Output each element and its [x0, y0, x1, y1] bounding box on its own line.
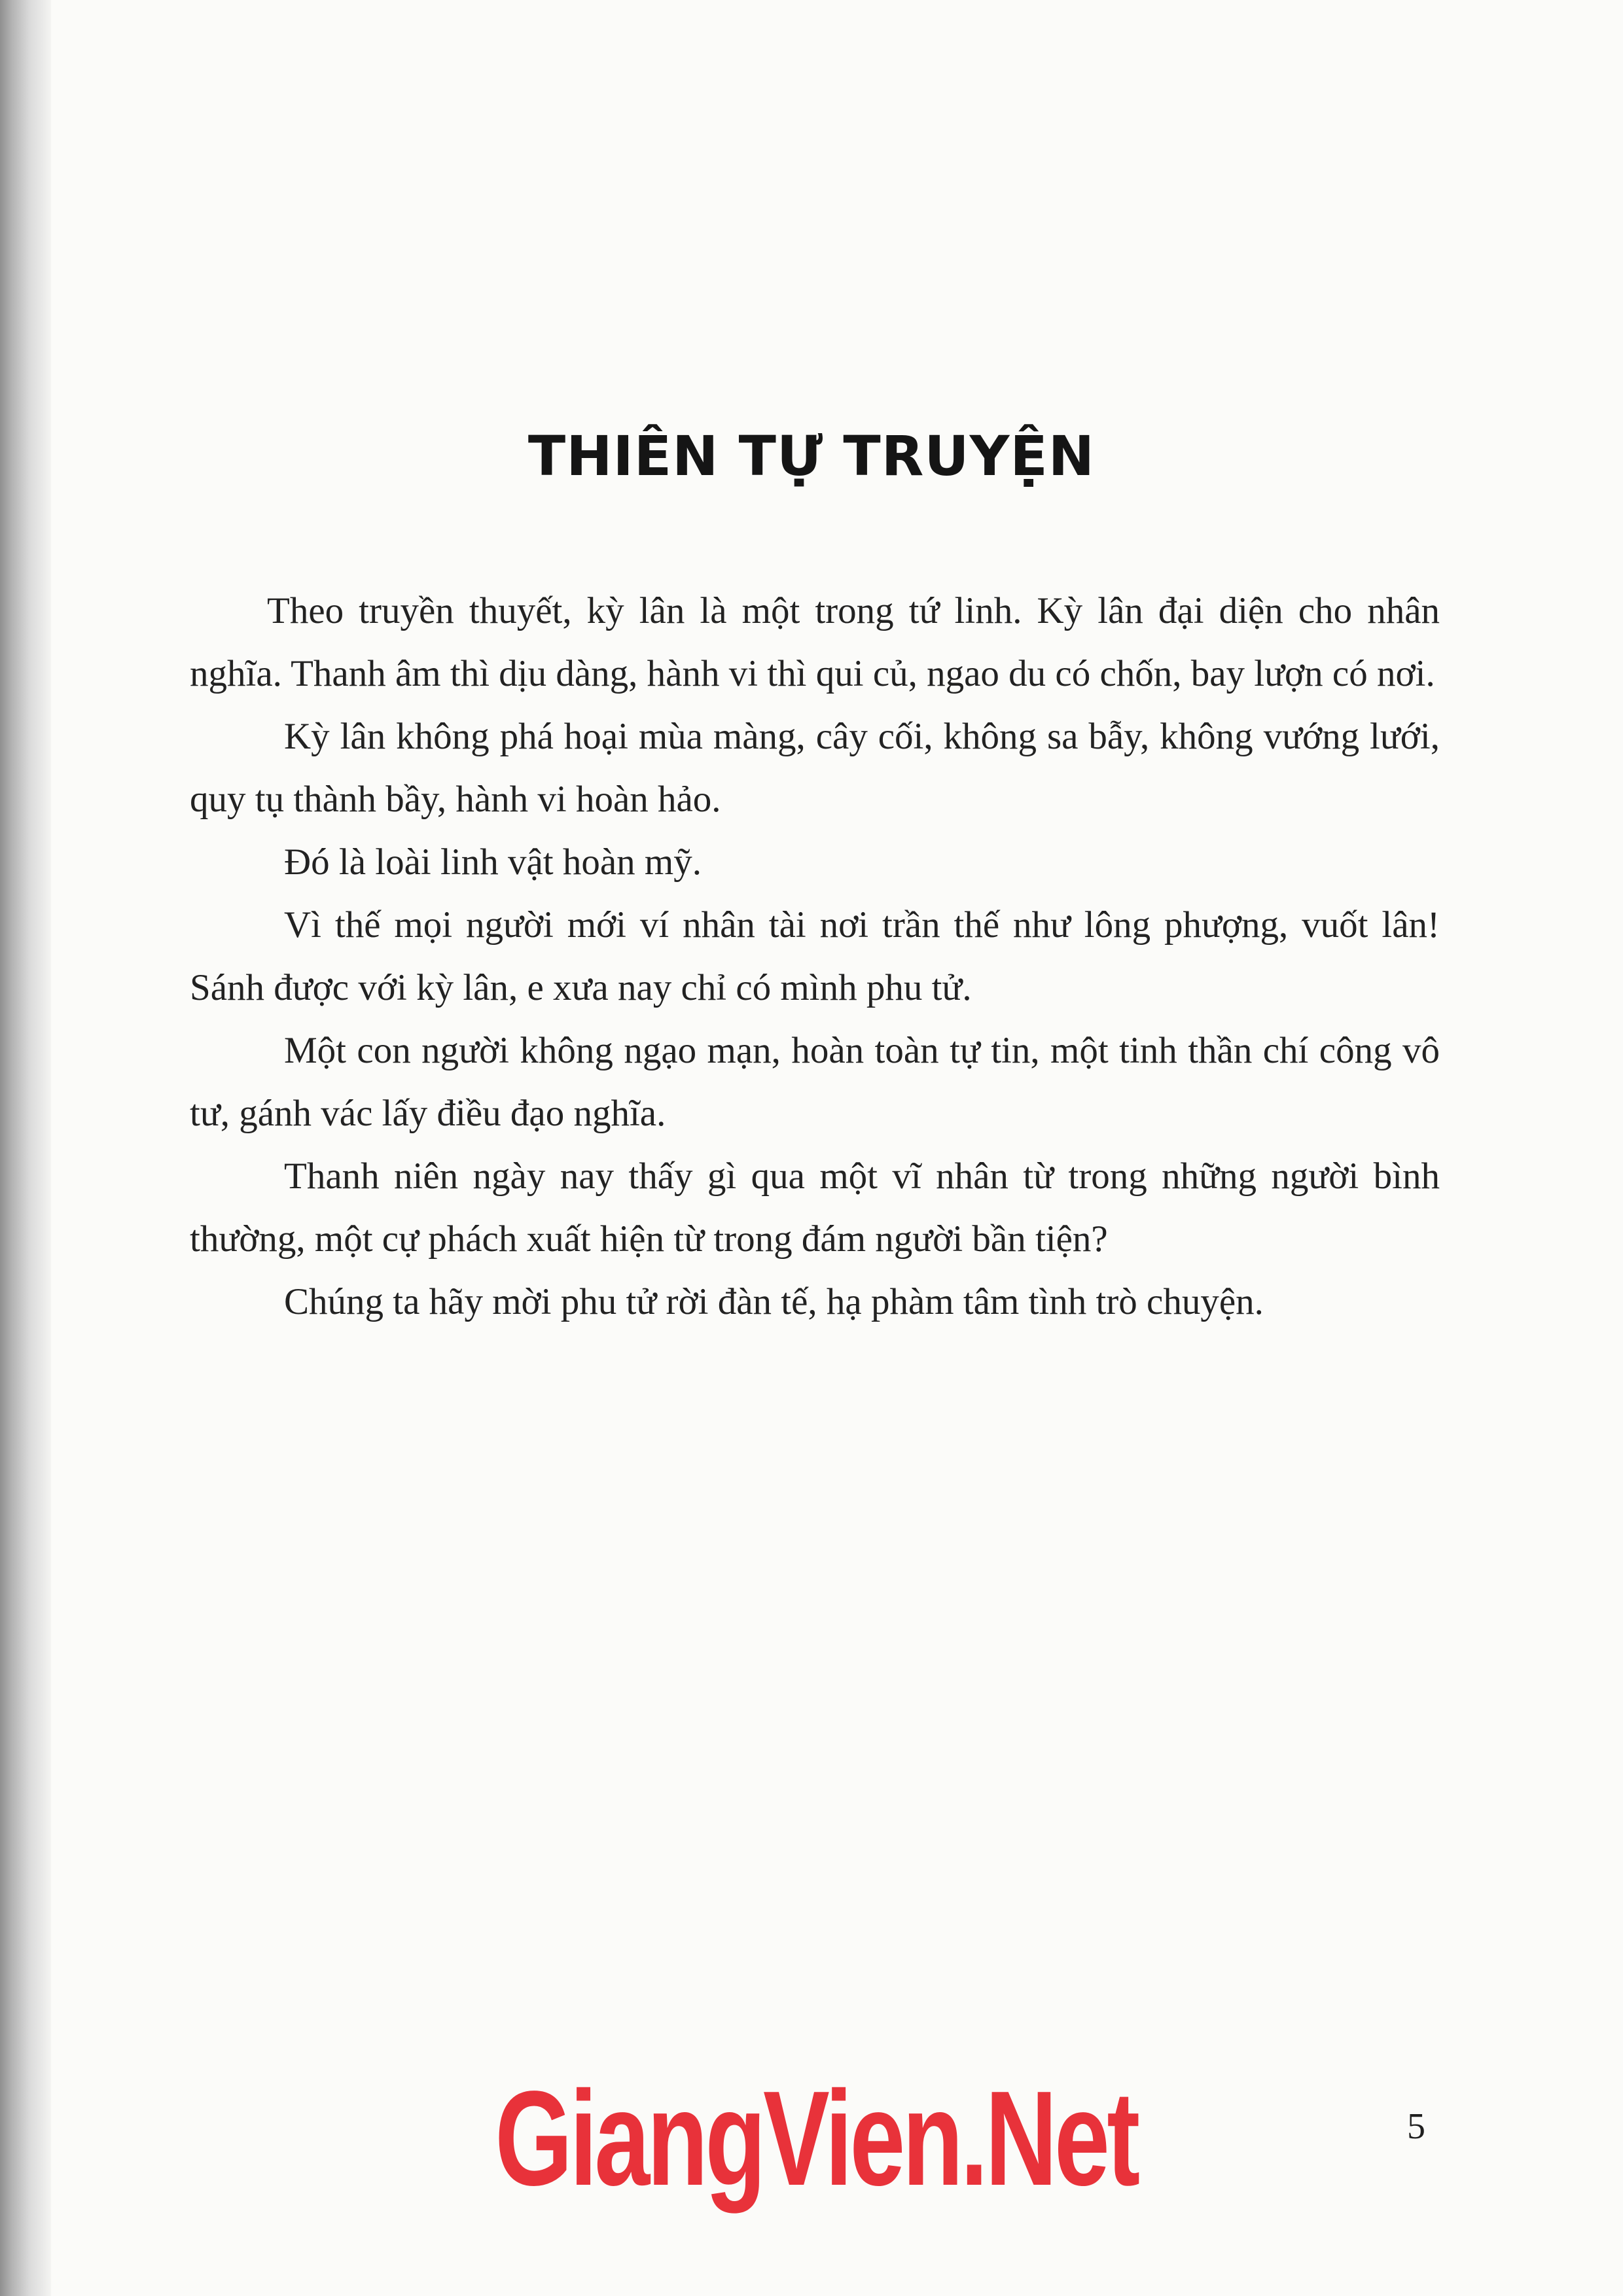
paragraph: Kỳ lân không phá hoại mùa màng, cây cối, không sa bẫy, không vướng lưới, quy tụ thành bầy, hành vi hoàn hảo.: [190, 716, 1440, 820]
paragraph: Theo truyền thuyết, kỳ lân là một trong tứ linh. Kỳ lân đại diện cho nhân nghĩa. Thanh âm thì dịu dàng, hành vi thì qui củ, ngao du có chốn, bay lượn có nơi.: [190, 590, 1440, 694]
paragraph: Thanh niên ngày nay thấy gì qua một vĩ nhân từ trong những người bình thường, một cự phách xuất hiện từ trong đám người bần tiện?: [190, 1156, 1440, 1260]
watermark: GiangVien.Net: [495, 2063, 1137, 2214]
chapter-title: THIÊN TỰ TRUYỆN: [527, 424, 1096, 488]
body-text: [190, 580, 1440, 1333]
paragraph: Chúng ta hãy mời phu tử rời đàn tế, hạ phàm tâm tình trò chuyện.: [284, 1281, 1264, 1322]
paragraph: Một con người không ngạo mạn, hoàn toàn tự tin, một tinh thần chí công vô tư, gánh vác lấy điều đạo nghĩa.: [190, 1030, 1440, 1134]
page-number: 5: [1407, 2106, 1425, 2147]
paragraph: Vì thế mọi người mới ví nhân tài nơi trần thế như lông phượng, vuốt lân! Sánh được với kỳ lân, e xưa nay chỉ có mình phu tử.: [190, 904, 1440, 1008]
paragraph: Đó là loài linh vật hoàn mỹ.: [284, 841, 702, 883]
page-binding-shadow: [0, 0, 51, 2296]
